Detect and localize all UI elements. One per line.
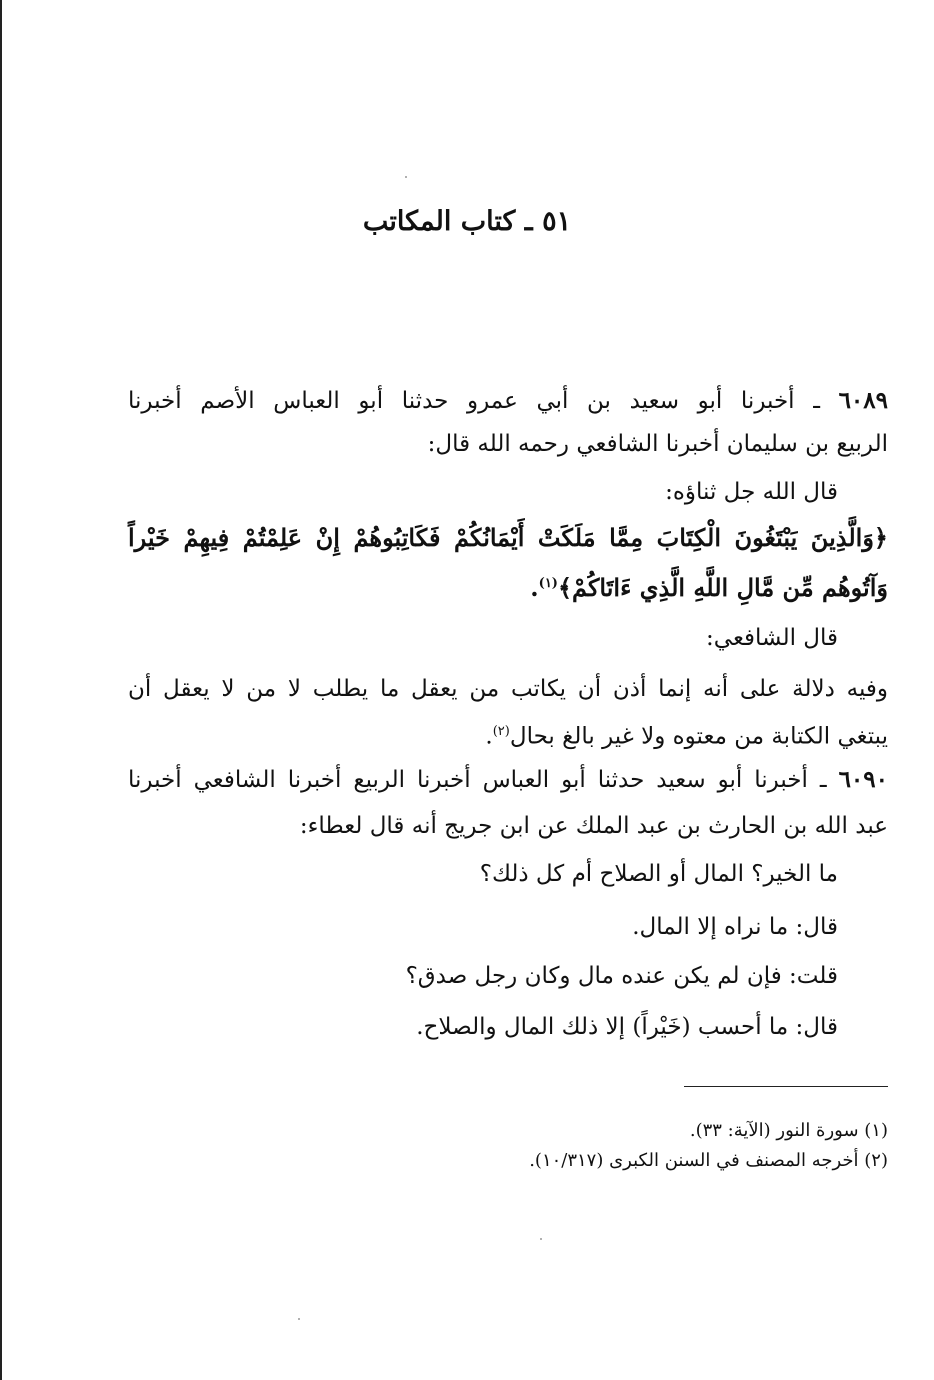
hadith-text: ـ أخبرنا أبو سعيد حدثنا أبو العباس أخبرنا الربيع أخبرنا الشافعي أخبرنا	[128, 767, 839, 793]
commentary-period: .	[485, 723, 493, 750]
hadith-number: ٦٠٨٩	[838, 387, 888, 414]
shafii-said: قال الشافعي:	[706, 625, 838, 651]
hadith-text: ـ أخبرنا أبو سعيد بن أبي عمرو حدثنا أبو العباس الأصم أخبرنا	[128, 388, 839, 414]
hadith-6089-line-1	[128, 383, 888, 419]
hadith-6089-line-3: قال الله جل ثناؤه:	[665, 479, 838, 505]
quran-verse-line-2	[530, 566, 888, 606]
hadith-6090-line-1	[128, 762, 888, 798]
commentary-line-1: وفيه دلالة على أنه إنما أذن أن يكاتب من يعقل ما يطلب لا من لا يعقل أن	[128, 676, 888, 702]
hadith-6090-line-3: ما الخير؟ المال أو الصلاح أم كل ذلك؟	[479, 861, 838, 887]
scan-speck	[540, 1238, 542, 1240]
hadith-6090-line-4: قال: ما نراه إلا المال.	[632, 914, 838, 940]
commentary-line-2	[485, 714, 888, 755]
commentary-text: يبتغي الكتابة من معتوه ولا غير بالغ بحال	[509, 723, 888, 750]
hadith-6089-line-2: الربيع بن سليمان أخبرنا الشافعي رحمه الله قال:	[427, 431, 888, 457]
footnote-1: (١) سورة النور (الآية: ٣٣).	[689, 1120, 888, 1141]
verse-period: .	[530, 573, 539, 602]
footnote-ref-1: (١)	[538, 576, 558, 591]
footnote-rule	[684, 1086, 888, 1087]
hadith-6090-line-5: قلت: فإن لم يكن عنده مال وكان رجل صدق؟	[405, 963, 838, 989]
hadith-6090-line-2: عبد الله بن الحارث بن عبد الملك عن ابن جريج أنه قال لعطاء:	[299, 813, 888, 839]
footnote-ref-2: (٢)	[492, 724, 510, 739]
chapter-title: ٥١ ـ كتاب المكاتب	[362, 206, 572, 237]
scan-speck	[405, 176, 407, 178]
quran-verse-line-1: ﴿وَالَّذِينَ يَبْتَغُونَ الْكِتَابَ مِمَّا مَلَكَتْ أَيْمَانُكُمْ فَكَاتِبُوهُمْ إِنْ عَلِمْتُمْ فِيهِمْ خَيْراً	[128, 523, 888, 552]
hadith-6090-line-6: قال: ما أحسب (خَيْراً) إلا ذلك المال والصلاح.	[416, 1014, 838, 1040]
hadith-number: ٦٠٩٠	[838, 766, 888, 793]
footnote-2: (٢) أخرجه المصنف في السنن الكبرى (١٠/٣١٧).	[529, 1150, 888, 1171]
scan-speck	[298, 1318, 300, 1320]
quran-verse-text: وَآتُوهُم مِّن مَّالِ اللَّهِ الَّذِي ءَاتَاكُمْ﴾	[557, 573, 888, 602]
